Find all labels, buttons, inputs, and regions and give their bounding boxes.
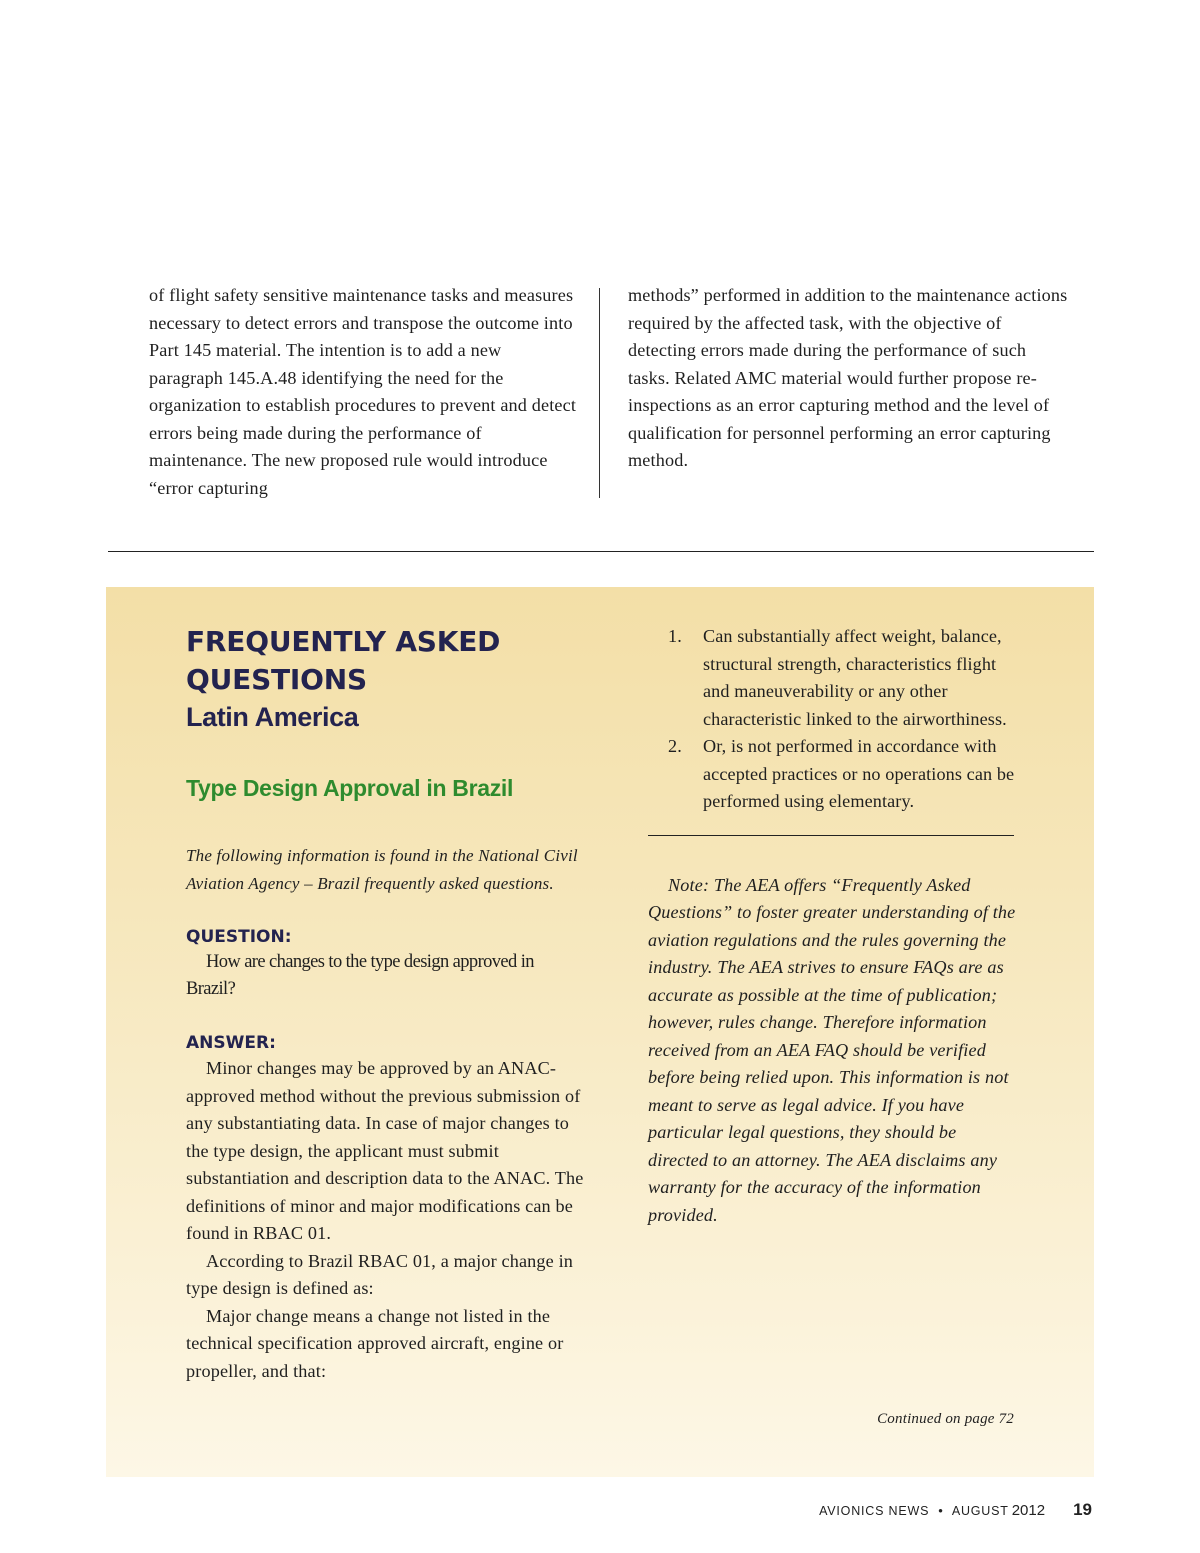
article-continuation: [149, 282, 1069, 500]
faq-sidebar: [106, 587, 1094, 1477]
list-item-text: Can substantially affect weight, balance, structural strength, characteristics flight and maneuverability or any other characteristic linked to the airworthiness.: [703, 626, 1007, 729]
section-divider: [108, 551, 1094, 552]
faq-intro: The following information is found in the National Civil Aviation Agency – Brazil frequently asked questions.: [186, 846, 578, 893]
column-divider: [599, 288, 600, 498]
question-label: QUESTION:: [186, 927, 292, 947]
continued-on-page-link[interactable]: Continued on page 72: [877, 1411, 1014, 1427]
issue-month: AUGUST: [951, 1504, 1009, 1518]
left-column-paragraph: of flight safety sensitive maintenance tasks and measures necessary to detect errors and transpose the outcome into Part 145 material. The intention is to add a new paragraph 145.A.48 identifying the need for the organization to establish procedures to prevent and detect errors being made during the performance of maintenance. The new proposed rule would introduce “error capturing: [149, 285, 577, 498]
page-footer: [819, 1500, 1092, 1520]
note-divider: [648, 835, 1014, 836]
issue-year: 2012: [1011, 1502, 1046, 1519]
question-text: How are changes to the type design approved in Brazil?: [186, 952, 534, 999]
list-item: [648, 623, 1018, 733]
disclaimer-note: Note: The AEA offers “Frequently Asked Questions” to foster greater understanding of the aviation regulations and the rules governing the industry. The AEA strives to ensure FAQs are as accurate as possible at the time of publication; however, rules change. Therefore information received from an AEA FAQ should be verified before being relied upon. This information is not meant to serve as legal advice. If you have particular legal questions, they should be directed to an attorney. The AEA disclaims any warranty for the accuracy of the information provided.: [648, 874, 1016, 1225]
faq-left-column: [186, 623, 586, 1385]
publication-name: AVIONICS NEWS: [819, 1504, 930, 1518]
list-item-number: 1.: [668, 626, 682, 646]
faq-subtitle: Latin America: [186, 702, 359, 732]
page-number: 19: [1073, 1500, 1092, 1519]
faq-topic: Type Design Approval in Brazil: [186, 775, 514, 801]
list-item: [648, 733, 1018, 816]
right-column-paragraph: methods” performed in addition to the maintenance actions required by the affected task, with the objective of detecting errors made during the performance of such tasks. Related AMC material would further propose re-inspections as an error capturing method and the level of qualification for personnel performing an error capturing method.: [628, 285, 1068, 470]
faq-title: FREQUENTLY ASKED QUESTIONS: [186, 625, 501, 696]
right-column: [628, 282, 1068, 475]
list-item-number: 2.: [668, 736, 682, 756]
major-change-criteria-list: [648, 623, 1018, 816]
answer-paragraph: Minor changes may be approved by an ANAC-approved method without the previous submission of any substantiating data. In case of major changes to the type design, the applicant must submit substantiation and description data to the ANAC. The definitions of minor and major modifications can be found in RBAC 01.: [186, 1058, 584, 1243]
answer-label: ANSWER:: [186, 1033, 276, 1053]
left-column: [149, 282, 579, 502]
bullet-separator: •: [938, 1503, 943, 1518]
list-item-text: Or, is not performed in accordance with accepted practices or no operations can be performed using elementary.: [703, 736, 1015, 811]
answer-paragraph: According to Brazil RBAC 01, a major change in type design is defined as:: [186, 1250, 574, 1298]
answer-paragraph: Major change means a change not listed in the technical specification approved aircraft, engine or propeller, and that:: [186, 1305, 564, 1381]
faq-right-column: [648, 623, 1018, 1229]
